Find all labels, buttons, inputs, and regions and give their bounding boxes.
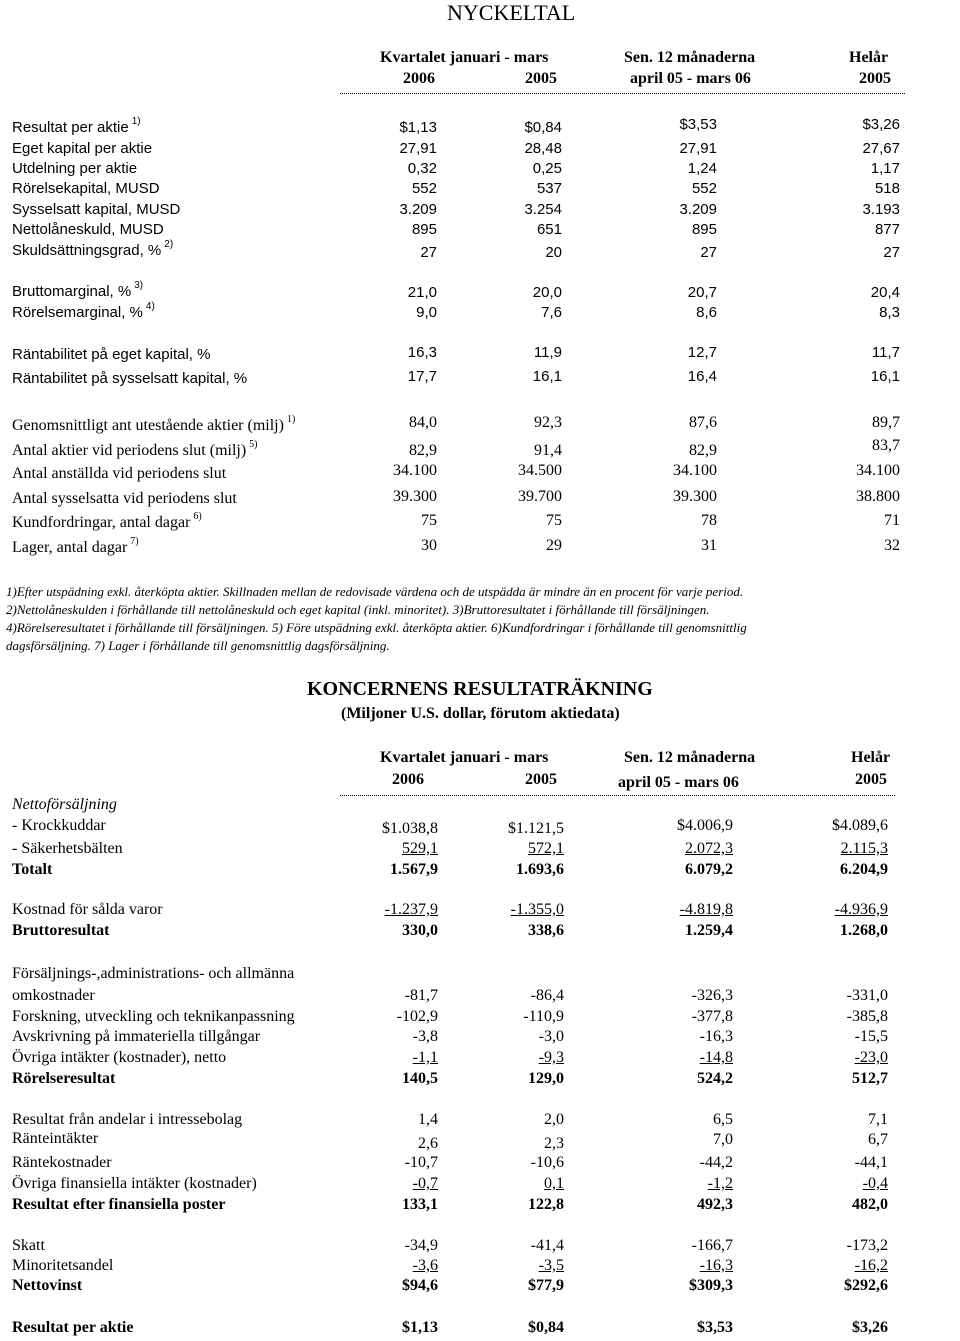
res-header-fullyear: Helår (851, 749, 891, 766)
resultat-cell: -173,2 (846, 1237, 888, 1254)
resultat-cell: $94,6 (402, 1277, 438, 1294)
resultat-cell: 482,0 (852, 1196, 888, 1213)
nyckeltal-cell: 0,32 (407, 160, 437, 177)
resultat-row-label: omkostnader (12, 987, 95, 1004)
footnote-line: 4)Rörelseresultatet i förhållande till försäljningen. 5) Före utspädning exkl. återköpta aktier. 6)Kundfordringar i förhållande till genomsnittlig (6, 620, 747, 635)
resultat-cell: -86,4 (530, 987, 564, 1004)
nyckeltal-cell: 1,17 (870, 160, 900, 177)
resultat-cell: -1,1 (412, 1049, 438, 1066)
resultat-cell: 133,1 (402, 1196, 438, 1213)
resultat-cell: -3,6 (412, 1257, 438, 1274)
resultat-cell: -326,3 (691, 987, 733, 1004)
nyckeltal-cell: 11,9 (533, 344, 562, 361)
nyckeltal-cell: 34.100 (856, 462, 900, 479)
resultat-title: KONCERNENS RESULTATRÄKNING (307, 678, 653, 700)
nyckeltal-cell: 92,3 (534, 414, 562, 431)
resultat-cell: -44,1 (854, 1154, 888, 1171)
resultat-cell: $4.089,6 (832, 817, 888, 834)
nyckeltal-row-label: Resultat per aktie $^{1)}$ (12, 116, 141, 136)
nyckeltal-cell: 31 (701, 537, 717, 554)
nyckeltal-title: NYCKELTAL (447, 0, 576, 25)
nyckeltal-cell: 27,91 (679, 140, 717, 157)
nyckeltal-cell: 17,7 (407, 368, 437, 385)
nyckeltal-cell: $1,13 (399, 119, 437, 136)
resultat-cell: 1.693,6 (516, 861, 564, 878)
header-quarter: Kvartalet januari - mars (380, 49, 549, 66)
nyckeltal-cell: 83,7 (872, 437, 900, 454)
nyckeltal-cell: 3.193 (862, 201, 900, 218)
header-divider (340, 93, 905, 94)
resultat-cell: 7,1 (868, 1111, 888, 1128)
resultat-row-label: Resultat per aktie (12, 1319, 134, 1336)
nyckeltal-cell: 27 (883, 244, 900, 261)
nyckeltal-cell: 537 (536, 180, 562, 197)
res-header-2006: 2006 (392, 771, 424, 788)
resultat-row-label: Nettovinst (12, 1277, 83, 1294)
resultat-cell: 2.072,3 (685, 840, 733, 857)
nyckeltal-cell: 3.209 (399, 201, 437, 218)
resultat-cell: 140,5 (402, 1070, 438, 1087)
resultat-cell: -1.237,9 (384, 901, 438, 918)
nyckeltal-cell: 8,6 (696, 304, 717, 321)
resultat-cell: $3,53 (697, 1319, 733, 1336)
resultat-cell: 1.567,9 (390, 861, 438, 878)
nyckeltal-row-label: Rörelsekapital, MUSD (12, 180, 160, 197)
nyckeltal-cell: 20 (545, 244, 562, 261)
resultat-row-label: Minoritetsandel (12, 1257, 114, 1274)
nyckeltal-row-label: Antal aktier vid periodens slut (milj) $^{5)}$ (12, 439, 258, 459)
nyckeltal-row-label: Räntabilitet på sysselsatt kapital, % (12, 370, 248, 387)
nyckeltal-cell: 7,6 (541, 304, 562, 321)
resultat-cell: $1.038,8 (382, 820, 438, 837)
res-header-quarter: Kvartalet januari - mars (380, 749, 549, 766)
resultat-row-label: - Krockkuddar (12, 817, 106, 834)
nyckeltal-cell: 75 (421, 512, 437, 529)
resultat-cell: 0,1 (544, 1175, 564, 1192)
resultat-row-label: Totalt (12, 861, 53, 878)
nyckeltal-row-label: Genomsnittligt ant utestående aktier (milj) $^{1)}$ (12, 414, 296, 434)
resultat-cell: 572,1 (528, 840, 564, 857)
resultat-cell: $4.006,9 (677, 817, 733, 834)
resultat-cell: -9,3 (538, 1049, 564, 1066)
resultat-cell: 7,0 (713, 1131, 733, 1148)
nyckeltal-cell: 9,0 (416, 304, 437, 321)
resultat-cell: -0,4 (862, 1175, 888, 1192)
nyckeltal-cell: 877 (874, 221, 900, 238)
nyckeltal-cell: 16,1 (870, 368, 900, 385)
nyckeltal-row-label: Antal anställda vid periodens slut (12, 465, 227, 482)
resultat-cell: -1.355,0 (510, 901, 564, 918)
header-fy2005: 2005 (859, 70, 891, 87)
nyckeltal-cell: 89,7 (872, 414, 900, 431)
resultat-cell: -4.819,8 (679, 901, 733, 918)
nyckeltal-row-label: Rörelsemarginal, % $^{4)}$ (12, 301, 155, 321)
header-2006: 2006 (403, 70, 435, 87)
nyckeltal-cell: 39.700 (518, 488, 562, 505)
resultat-cell: 1,4 (418, 1111, 438, 1128)
nyckeltal-cell: 32 (884, 537, 900, 554)
nyckeltal-cell: 87,6 (689, 414, 717, 431)
footnote-ref: 1) (286, 414, 296, 425)
nyckeltal-cell: 20,0 (532, 284, 562, 301)
resultat-cell: 330,0 (402, 922, 438, 939)
nyckeltal-cell: 895 (691, 221, 717, 238)
resultat-cell: -10,7 (404, 1154, 438, 1171)
nyckeltal-cell: 84,0 (409, 414, 437, 431)
resultat-row-label: Rörelseresultat (12, 1070, 116, 1087)
nyckeltal-cell: 27 (420, 244, 437, 261)
resultat-cell: 338,6 (528, 922, 564, 939)
nyckeltal-cell: $3,26 (862, 116, 900, 133)
resultat-cell: $3,26 (852, 1319, 888, 1336)
nyckeltal-cell: 78 (701, 512, 717, 529)
resultat-cell: -44,2 (699, 1154, 733, 1171)
resultat-cell: -331,0 (846, 987, 888, 1004)
header-rolling: Sen. 12 månaderna (624, 49, 756, 66)
resultat-cell: -166,7 (691, 1237, 733, 1254)
resultat-cell: 6.204,9 (840, 861, 888, 878)
nyckeltal-row-label: Eget kapital per aktie (12, 140, 153, 157)
footnote-ref: 2) (164, 239, 174, 250)
resultat-cell: 129,0 (528, 1070, 564, 1087)
nyckeltal-row-label: Lager, antal dagar $^{7)}$ (12, 536, 139, 556)
footnote-line: dagsförsäljning. 7) Lager i förhållande till genomsnittlig dagsförsäljning. (6, 638, 390, 653)
resultat-cell: 492,3 (697, 1196, 733, 1213)
resultat-cell: $309,3 (689, 1277, 733, 1294)
nyckeltal-cell: 27 (700, 244, 717, 261)
nyckeltal-cell: 34.100 (673, 462, 717, 479)
nyckeltal-cell: 16,4 (687, 368, 717, 385)
nyckeltal-cell: 1,24 (687, 160, 717, 177)
nyckeltal-row-label: Skuldsättningsgrad, % $^{2)}$ (12, 239, 174, 259)
nyckeltal-cell: 39.300 (393, 488, 437, 505)
nyckeltal-cell: 34.100 (393, 462, 437, 479)
nyckeltal-cell: 82,9 (689, 442, 717, 459)
nyckeltal-cell: 29 (546, 537, 562, 554)
nyckeltal-cell: 71 (884, 512, 900, 529)
header-2005: 2005 (525, 70, 557, 87)
nyckeltal-cell: 518 (874, 180, 900, 197)
nyckeltal-cell: 39.300 (673, 488, 717, 505)
footnote-line: 2)Nettolåneskulden i förhållande till nettolåneskuld och eget kapital (inkl. minoritet). 3)Bruttoresultatet i förhållande till försäljningen. (6, 602, 710, 617)
resultat-cell: -14,8 (699, 1049, 733, 1066)
nyckeltal-row-label: Räntabilitet på eget kapital, % (12, 346, 211, 363)
resultat-cell: 1.259,4 (685, 922, 733, 939)
resultat-row-label: Kostnad för sålda varor (12, 901, 163, 918)
nyckeltal-row-label: Sysselsatt kapital, MUSD (12, 201, 181, 218)
nyckeltal-cell: 11,7 (871, 344, 900, 361)
nyckeltal-cell: 21,0 (407, 284, 437, 301)
footnote-ref: 3) (134, 280, 144, 291)
res-header-fy2005: 2005 (855, 771, 887, 788)
resultat-cell: -377,8 (691, 1008, 733, 1025)
resultat-subtitle: (Miljoner U.S. dollar, förutom aktiedata) (341, 705, 620, 722)
resultat-cell: -3,8 (412, 1028, 438, 1045)
resultat-cell: -16,2 (854, 1257, 888, 1274)
nyckeltal-cell: 552 (691, 180, 717, 197)
nyckeltal-cell: 3.254 (524, 201, 562, 218)
resultat-row-label: Ränteintäkter (12, 1130, 99, 1147)
resultat-cell: 524,2 (697, 1070, 733, 1087)
resultat-cell: 122,8 (528, 1196, 564, 1213)
resultat-row-label: - Säkerhetsbälten (12, 840, 123, 857)
resultat-row-label: Resultat från andelar i intressebolag (12, 1111, 243, 1128)
resultat-row-label: Övriga finansiella intäkter (kostnader) (12, 1175, 257, 1192)
resultat-cell: 6.079,2 (685, 861, 733, 878)
resultat-cell: -385,8 (846, 1008, 888, 1025)
footnote-ref: 7) (130, 536, 139, 547)
nyckeltal-cell: 75 (546, 512, 562, 529)
nyckeltal-cell: 27,91 (399, 140, 437, 157)
resultat-cell: -16,3 (699, 1028, 733, 1045)
nyckeltal-cell: 651 (536, 221, 562, 238)
resultat-cell: -34,9 (404, 1237, 438, 1254)
resultat-cell: 529,1 (402, 840, 438, 857)
nyckeltal-cell: 16,3 (407, 344, 437, 361)
res-header-rolling: Sen. 12 månaderna (624, 749, 756, 766)
resultat-cell: 6,5 (713, 1111, 733, 1128)
resultat-cell: -102,9 (396, 1008, 438, 1025)
nyckeltal-cell: 82,9 (409, 442, 437, 459)
nyckeltal-cell: 12,7 (687, 344, 717, 361)
nyckeltal-cell: 16,1 (532, 368, 562, 385)
nyckeltal-cell: 91,4 (534, 442, 562, 459)
resultat-cell: -41,4 (530, 1237, 564, 1254)
nyckeltal-cell: $3,53 (679, 116, 717, 133)
nyckeltal-cell: 30 (421, 537, 437, 554)
resultat-cell: 2,3 (544, 1135, 564, 1152)
resultat-cell: -16,3 (699, 1257, 733, 1274)
nyckeltal-cell: 20,4 (870, 284, 900, 301)
resultat-cell: 6,7 (868, 1131, 888, 1148)
nyckeltal-cell: 20,7 (687, 284, 717, 301)
resultat-cell: -4.936,9 (834, 901, 888, 918)
nyckeltal-cell: 38.800 (856, 488, 900, 505)
nyckeltal-row-label: Nettolåneskuld, MUSD (12, 221, 164, 238)
footnote-ref: 1) (131, 116, 141, 127)
resultat-row-label: Resultat efter finansiella poster (12, 1196, 226, 1213)
resultat-row-label: Övriga intäkter (kostnader), netto (12, 1049, 227, 1066)
footnote-line: 1)Efter utspädning exkl. återköpta aktier. Skillnaden mellan de redovisade värdena och de utspädda är mindre än en procent för varje period. (6, 584, 744, 599)
resultat-row-label: Skatt (12, 1237, 45, 1254)
resultat-cell: 2,0 (544, 1111, 564, 1128)
nyckeltal-cell: 8,3 (879, 304, 900, 321)
resultat-row-label: Räntekostnader (12, 1154, 112, 1171)
nyckeltal-row-label: Kundfordringar, antal dagar $^{6)}$ (12, 511, 202, 531)
resultat-cell: 1.268,0 (840, 922, 888, 939)
nyckeltal-cell: 34.500 (518, 462, 562, 479)
resultat-cell: -81,7 (404, 987, 438, 1004)
res-header-rolling-period: april 05 - mars 06 (618, 774, 739, 791)
res-header-2005: 2005 (525, 771, 557, 788)
resultat-row-label: Försäljnings-,administrations- och allmänna (12, 965, 295, 982)
nyckeltal-cell: 0,25 (532, 160, 562, 177)
res-header-divider (340, 795, 895, 796)
nyckeltal-row-label: Utdelning per aktie (12, 160, 138, 177)
footnote-ref: 4) (145, 301, 155, 312)
resultat-cell: 2,6 (418, 1135, 438, 1152)
nyckeltal-cell: 3.209 (679, 201, 717, 218)
footnote-ref: 6) (193, 511, 202, 522)
resultat-cell: -0,7 (412, 1175, 438, 1192)
nyckeltal-cell: 28,48 (524, 140, 562, 157)
resultat-cell: -15,5 (854, 1028, 888, 1045)
nyckeltal-row-label: Bruttomarginal, % $^{3)}$ (12, 280, 144, 300)
resultat-row-label: Avskrivning på immateriella tillgångar (12, 1028, 261, 1045)
resultat-row-label: Bruttoresultat (12, 922, 110, 939)
resultat-cell: $1,13 (402, 1319, 438, 1336)
resultat-cell: 2.115,3 (840, 840, 888, 857)
nyckeltal-cell: $0,84 (524, 119, 562, 136)
resultat-row-label: Forskning, utveckling och teknikanpassning (12, 1008, 295, 1025)
nyckeltal-cell: 552 (411, 180, 437, 197)
nyckeltal-cell: 895 (411, 221, 437, 238)
resultat-cell: -10,6 (530, 1154, 564, 1171)
resultat-cell: $1.121,5 (508, 820, 564, 837)
resultat-cell: -3,5 (538, 1257, 564, 1274)
header-rolling-period: april 05 - mars 06 (630, 70, 751, 87)
resultat-cell: $292,6 (844, 1277, 888, 1294)
resultat-cell: -110,9 (523, 1008, 564, 1025)
resultat-cell: 512,7 (852, 1070, 888, 1087)
resultat-cell: $77,9 (528, 1277, 564, 1294)
header-fullyear: Helår (849, 49, 889, 66)
resultat-cell: $0,84 (528, 1319, 564, 1336)
footnote-ref: 5) (249, 439, 258, 450)
resultat-cell: -23,0 (854, 1049, 888, 1066)
nyckeltal-row-label: Antal sysselsatta vid periodens slut (12, 490, 237, 507)
resultat-cell: -3,0 (538, 1028, 564, 1045)
nyckeltal-cell: 27,67 (862, 140, 900, 157)
resultat-cell: -1,2 (707, 1175, 733, 1192)
section-nettoforsaljning: Nettoförsäljning (12, 796, 117, 813)
